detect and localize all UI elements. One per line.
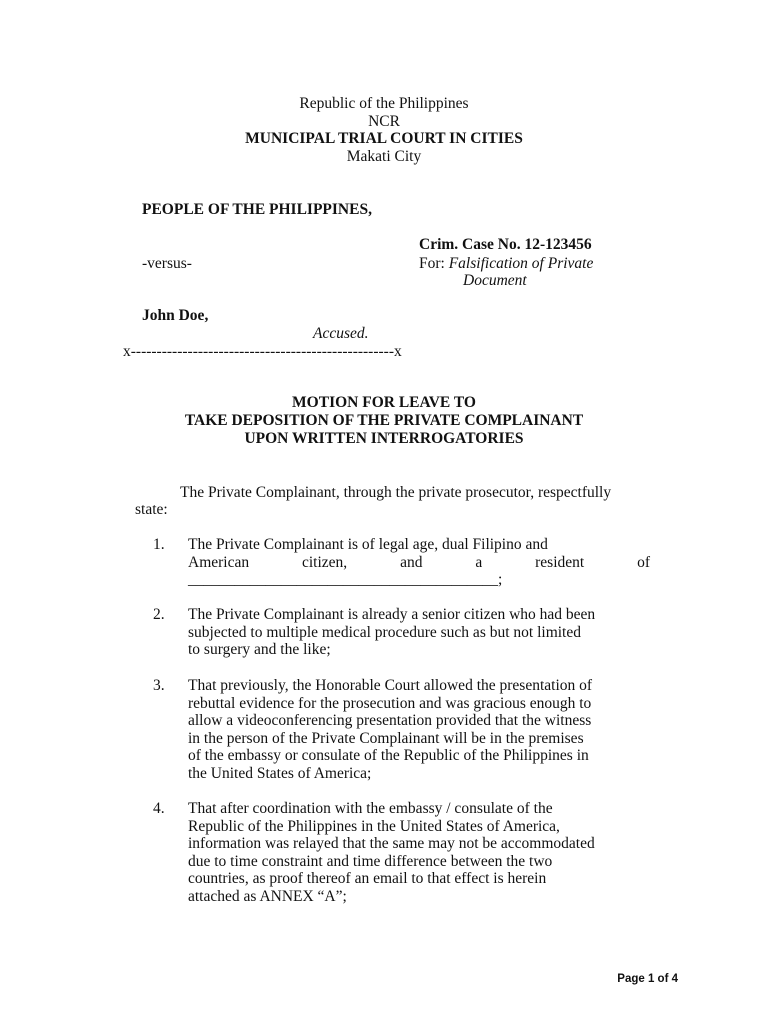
- plaintiff-name: PEOPLE OF THE PHILIPPINES,: [142, 201, 372, 218]
- item-number: 3.: [153, 677, 165, 694]
- item-line: Republic of the Philippines in the United States of America,: [188, 817, 560, 835]
- item-line: of the embassy or consulate of the Republic of the Philippines in: [188, 747, 589, 765]
- court-city: Makati City: [346, 148, 422, 165]
- versus-label: -versus-: [142, 255, 192, 272]
- caption-separator: x---------------------------------------------------x: [123, 343, 402, 360]
- item-line: the United States of America;: [188, 764, 372, 782]
- item-line: attached as ANNEX “A”;: [188, 887, 347, 905]
- item-line: That after coordination with the embassy / consulate of the: [188, 800, 553, 817]
- item-line: The Private Complainant is of legal age, dual Filipino and: [188, 536, 548, 553]
- offense-name: Falsification of Private: [448, 255, 594, 272]
- court-name: MUNICIPAL TRIAL COURT IN CITIES: [245, 130, 523, 147]
- page-number: Page 1 of 4: [617, 973, 678, 985]
- intro-line2: state:: [135, 501, 168, 518]
- item-body: [188, 800, 650, 906]
- accused-name: John Doe,: [142, 307, 209, 324]
- item-body: [188, 536, 650, 589]
- item-body: [188, 606, 650, 659]
- item-line: subjected to multiple medical procedure such as but not limited: [188, 623, 581, 641]
- item-line: American citizen, and a resident of: [188, 553, 650, 571]
- accused-label: Accused.: [313, 325, 369, 342]
- intro-line1: The Private Complainant, through the private prosecutor, respectfully: [180, 484, 612, 501]
- item-line: rebuttal evidence for the prosecution and was gracious enough to: [188, 694, 592, 712]
- item-number: 2.: [153, 606, 165, 623]
- for-label: For:: [419, 255, 445, 272]
- motion-title-line2: TAKE DEPOSITION OF THE PRIVATE COMPLAINANT: [184, 412, 584, 429]
- court-country: Republic of the Philippines: [299, 95, 469, 112]
- item-line: That previously, the Honorable Court allowed the presentation of: [188, 677, 593, 694]
- item-number: 1.: [153, 536, 165, 553]
- court-region: NCR: [368, 113, 400, 130]
- item-body: [188, 677, 650, 783]
- item-line: to surgery and the like;: [188, 641, 331, 659]
- item-line: countries, as proof thereof an email to that effect is herein: [188, 870, 547, 888]
- item-line: information was relayed that the same may not be accommodated: [188, 835, 595, 853]
- item-line: The Private Complainant is already a senior citizen who had been: [188, 606, 596, 623]
- offense-name-cont: Document: [463, 272, 527, 289]
- motion-title-line1: MOTION FOR LEAVE TO: [292, 394, 476, 411]
- motion-title-line3: UPON WRITTEN INTERROGATORIES: [244, 430, 524, 447]
- item-line: in the person of the Private Complainant will be in the premises: [188, 729, 584, 747]
- item-line: due to time constraint and time difference between the two: [188, 852, 553, 870]
- item-number: 4.: [153, 800, 165, 817]
- item-line: ________________________________________;: [188, 571, 503, 589]
- case-number: Crim. Case No. 12-123456: [419, 236, 592, 253]
- item-line: allow a videoconferencing presentation provided that the witness: [188, 712, 592, 730]
- offense-line: [419, 255, 593, 273]
